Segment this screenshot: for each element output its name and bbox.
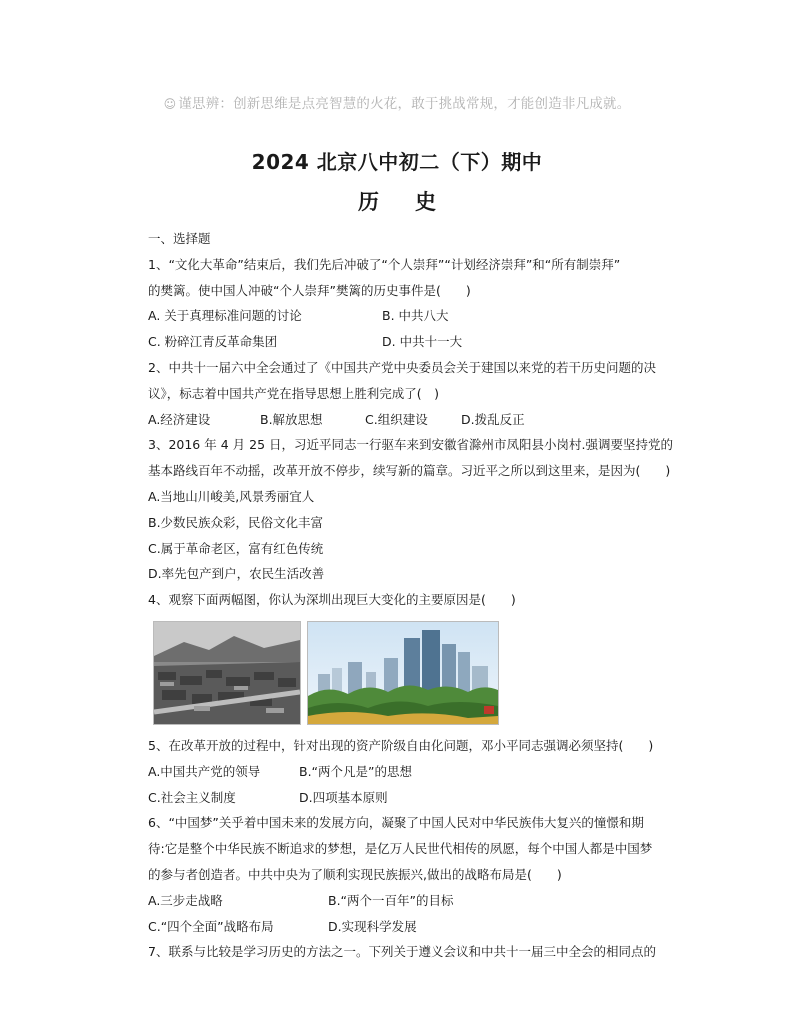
option-a: A. 关于真理标准问题的讨论 <box>148 308 302 324</box>
old-shenzhen-photo <box>153 621 301 725</box>
option-c: C.“四个全面”战略布局 <box>148 918 274 934</box>
question-2-line-1: 2、中共十一届六中全会通过了《中国共产党中央委员会关于建国以来党的若干历史问题的决 <box>148 359 656 375</box>
motto-text: 谨思辨：创新思维是点亮智慧的火花，敢于挑战常规，才能创造非凡成就。 <box>178 96 631 112</box>
question-6-options-ab <box>148 888 714 914</box>
question-7-line-1: 7、联系与比较是学习历史的方法之一。下列关于遵义会议和中共十一届三中全会的相同点的 <box>148 944 656 960</box>
option-b: B.少数民族众彩，民俗文化丰富 <box>148 514 324 530</box>
question-6-line-3: 的参与者创造者。中共中央为了顺利实现民族振兴,做出的战略布局是( ) <box>148 866 562 882</box>
option-a: A.中国共产党的领导 <box>148 763 261 779</box>
question-1 <box>148 252 714 355</box>
question-3 <box>148 432 714 587</box>
option-a: A.当地山川峻美,风景秀丽宜人 <box>148 488 315 504</box>
question-5-options-cd <box>148 785 714 811</box>
exam-content <box>148 226 714 965</box>
option-a: A.经济建设 <box>148 411 211 427</box>
option-b: B.解放思想 <box>260 411 323 427</box>
smile-icon: ☺ <box>163 97 177 111</box>
option-c: C.组织建设 <box>365 411 428 427</box>
question-2 <box>148 355 714 432</box>
option-d: D.四项基本原则 <box>299 789 388 805</box>
option-a: A.三步走战略 <box>148 892 223 908</box>
option-b: B.“两个凡是”的思想 <box>299 763 413 779</box>
question-1-line-1: 1、“文化大革命”结束后，我们先后冲破了“个人崇拜”“计划经济崇拜”和“所有制崇拜” <box>148 256 621 272</box>
question-7 <box>148 939 714 965</box>
section-heading: 一、选择题 <box>148 231 211 246</box>
question-5-line-1: 5、在改革开放的过程中，针对出现的资产阶级自由化问题，邓小平同志强调必须坚持( ) <box>148 737 654 753</box>
question-3-line-2: 基本路线百年不动摇，改革开放不停步，续写新的篇章。习近平之所以到这里来，是因为( ) <box>148 463 671 479</box>
question-1-line-2: 的樊篱。使中国人冲破“个人崇拜”樊篱的历史事件是( ) <box>148 282 471 298</box>
question-3-line-1: 3、2016 年 4 月 25 日，习近平同志一行驱车来到安徽省滁州市凤阳县小岗村.强调要坚持党的 <box>148 437 673 453</box>
subject-title: 历史 <box>358 190 472 214</box>
question-6-line-2: 待:它是整个中华民族不断追求的梦想，是亿万人民世代相传的夙愿，每个中国人都是中国梦 <box>148 841 653 857</box>
question-6-options-cd <box>148 914 714 940</box>
question-4-line-1: 4、观察下面两幅图，你认为深圳出现巨大变化的主要原因是( ) <box>148 592 516 608</box>
option-c: C.属于革命老区，富有红色传统 <box>148 540 324 556</box>
option-b: B. 中共八大 <box>382 308 449 324</box>
modern-shenzhen-photo <box>307 621 499 725</box>
question-6 <box>148 810 714 939</box>
option-c: C. 粉碎江青反革命集团 <box>148 334 278 350</box>
option-d: D.实现科学发展 <box>328 918 417 934</box>
header-motto <box>0 92 794 112</box>
question-2-options <box>148 407 714 433</box>
question-2-line-2: 议》，标志着中国共产党在指导思想上胜利完成了( ) <box>148 385 440 401</box>
option-d: D. 中共十一大 <box>382 334 463 350</box>
option-b: B.“两个一百年”的目标 <box>328 892 454 908</box>
question-5 <box>148 733 714 810</box>
question-6-line-1: 6、“中国梦”关乎着中国未来的发展方向，凝聚了中国人民对中华民族伟大复兴的憧憬和期 <box>148 815 644 831</box>
option-d: D.拨乱反正 <box>461 411 525 427</box>
page-title: 2024 北京八中初二（下）期中 <box>251 150 543 174</box>
option-d: D.率先包产到户，农民生活改善 <box>148 566 325 582</box>
question-1-options-cd <box>148 329 714 355</box>
question-1-options-ab <box>148 303 714 329</box>
shenzhen-photos <box>153 621 714 725</box>
question-5-options-ab <box>148 759 714 785</box>
question-4 <box>148 587 714 725</box>
option-c: C.社会主义制度 <box>148 789 236 805</box>
